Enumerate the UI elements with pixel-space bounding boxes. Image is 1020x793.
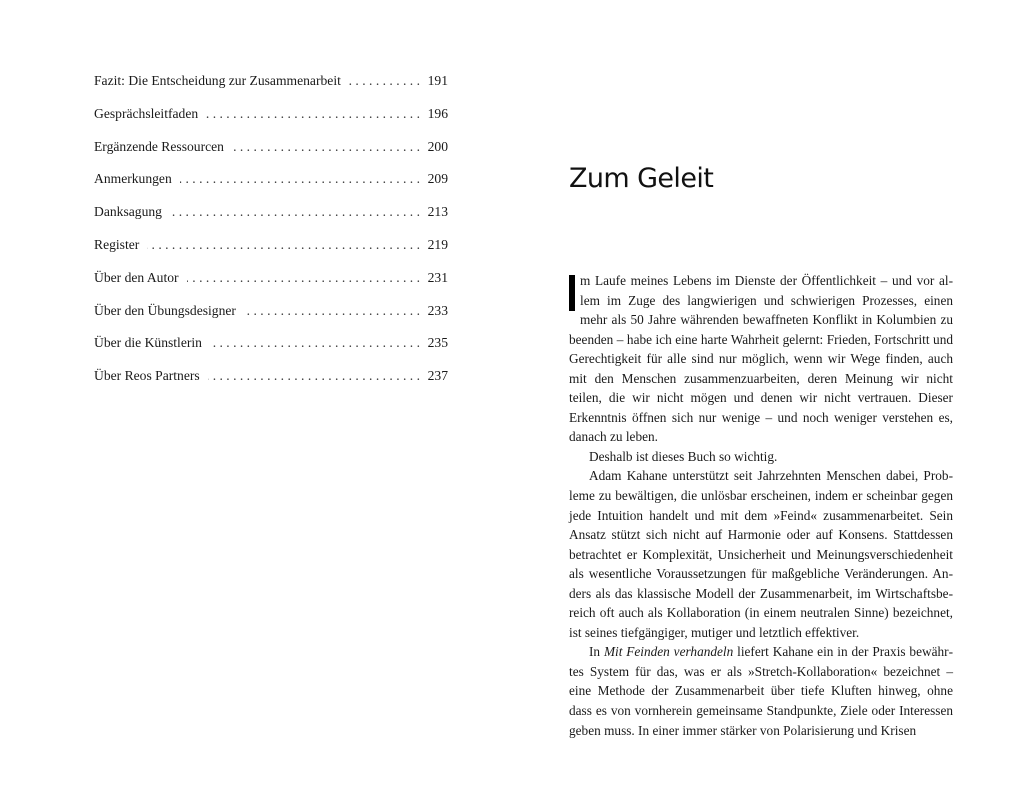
toc-entry[interactable] [94,268,448,301]
toc-page-number: 200 [427,138,448,154]
toc-dot-leader [232,137,420,157]
drop-cap-initial [569,275,575,311]
table-of-contents [94,71,448,399]
toc-entry-label: Über die Künstlerin [94,335,202,351]
toc-entry-label: Ergänzende Ressourcen [94,138,224,154]
toc-entry-label: Danksagung [94,204,162,220]
book-title-italic: Mit Feinden verhandeln [603,644,734,660]
toc-entry-label: Anmerkungen [94,171,172,187]
toc-page-number: 196 [427,105,448,121]
paragraph-text: Deshalb ist dieses Buch so wichtig. [589,448,778,464]
toc-entry[interactable] [94,137,448,170]
toc-entry-label: Über Reos Partners [94,368,200,384]
toc-entry[interactable] [94,71,448,104]
toc-dot-leader [206,104,420,124]
chapter-title: Zum Geleit [569,163,714,194]
toc-page-number: 235 [427,335,448,351]
toc-entry-label: Fazit: Die Entscheidung zur Zusammenarbeit [94,73,341,88]
toc-entry-label: Über den Übungsdesigner [94,302,236,318]
paragraph [569,642,953,740]
right-page [510,0,1020,793]
paragraph [569,466,953,642]
paragraph [569,271,953,447]
toc-dot-leader [244,301,420,321]
paragraph-text: liefert Kahane ein in der Praxis bewährtes System für das, was er als »Stretch-Kollaboration« bezeichnet – eine Methode der Zusammenarbeit über tiefe Kluften hinweg, ohne dass es von vornherein gemeinsame Standpunkte, Ziele oder Interessen geben muss. In einer immer stärker von Polarisierung und Krisen [569,644,953,738]
toc-page-number: 233 [427,302,448,318]
paragraph-lead: In [589,644,604,660]
toc-dot-leader [170,202,420,222]
toc-page-number: 231 [427,269,448,285]
toc-entry-label: Gesprächsleitfaden [94,105,199,121]
toc-entry[interactable] [94,169,448,202]
toc-dot-leader [147,235,420,255]
paragraph-text: m Laufe meines Lebens im Dienste der Öffentlichkeit – und vor allem im Zuge des langwierigen und schwierigen Prozesses, einen mehr als 50 Jahre währenden bewaffneten Konflikt in Kolumbien zu beenden – habe ich eine harte Wahrheit gelernt: Frieden, Fortschritt und Gerechtigkeit für alle sind nur möglich, wenn wir Wege finden, auch mit den Menschen zusammenzuarbeiten, deren Meinung wir nicht teilen, die wir nicht mögen und denen wir nicht vertrauen. Dieser Erkenntnis öffnen sich nur wenige – und noch weniger verstehen es, danach zu leben. [569,273,953,445]
toc-entry[interactable] [94,235,448,268]
toc-entry-label: Über den Autor [94,269,179,285]
toc-entry-label: Register [94,236,140,252]
toc-dot-leader [210,333,420,353]
toc-entry[interactable] [94,202,448,235]
toc-dot-leader [187,268,420,288]
toc-page-number: 209 [427,171,448,187]
toc-page-number: 191 [427,73,448,88]
toc-entry[interactable] [94,333,448,366]
toc-entry[interactable] [94,366,448,399]
paragraph-text: Adam Kahane unterstützt seit Jahrzehnten Menschen dabei, Probleme zu bewältigen, die unlösbar erscheinen, indem er scheinbar gegen jede Intuition handelt und mit dem »Feind« zusammenarbeitet. Sein Ansatz stützt sich nicht auf Harmonie oder auf Konsens. Stattdessen betrachtet er Komplexität, Unsicherheit und Meinungsverschiedenheit als wesentliche Voraussetzungen für maßgebliche Veränderungen. Anders als das klassische Modell der Zusammenarbeit, im Wirtschaftsbereich oft auch als Kollaboration (in einem neutralen Sinne) bezeichnet, ist seines tiefgängiger, mutiger und letztlich effektiver. [569,468,953,640]
toc-entry[interactable] [94,301,448,334]
toc-dot-leader [180,169,420,189]
toc-entry[interactable] [94,104,448,137]
toc-page-number: 213 [427,204,448,220]
paragraph [569,447,953,467]
toc-page-number: 237 [427,368,448,384]
toc-dot-leader [208,366,420,386]
toc-page-number: 219 [427,236,448,252]
toc-dot-leader [349,71,420,91]
chapter-body [569,271,953,740]
